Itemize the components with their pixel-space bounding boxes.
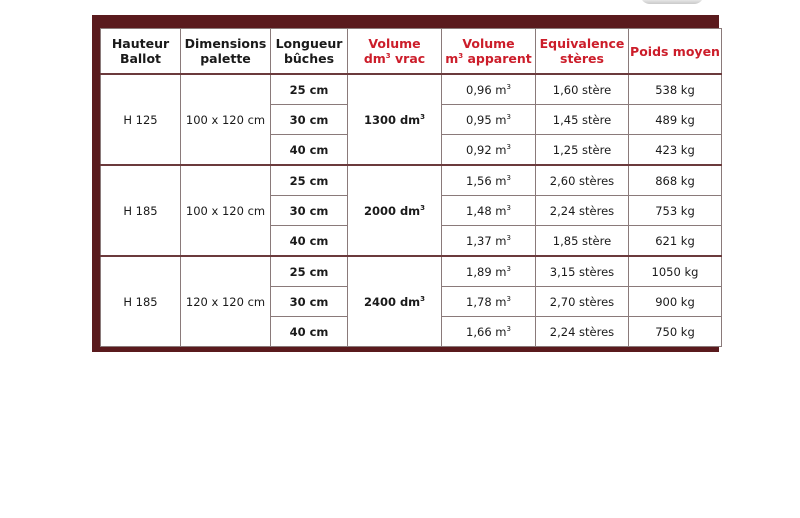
poids-cell: 750 kg xyxy=(629,317,722,347)
cube-superscript: 3 xyxy=(506,294,511,303)
volume-apparent-cell: 1,78 $m^3$ xyxy=(442,287,536,317)
dimensions-cell: 100 x 120 cm xyxy=(181,165,271,256)
poids-cell: 868 kg xyxy=(629,165,722,196)
cube-superscript: 3 xyxy=(458,52,464,60)
dimensions-cell: 120 x 120 cm xyxy=(181,256,271,347)
poids-cell: 423 kg xyxy=(629,135,722,166)
volume-apparent-cell: 1,37 $m^3$ xyxy=(442,226,536,257)
poids-cell: 1050 kg xyxy=(629,256,722,287)
volume-vrac-cell: 2000 $dm^3$ xyxy=(348,165,442,256)
steres-cell: 1,45 stère xyxy=(536,105,629,135)
poids-cell: 538 kg xyxy=(629,74,722,105)
cube-superscript: 3 xyxy=(420,203,426,212)
header-volume-apparent: Volume $m^3$ apparent xyxy=(442,29,536,75)
cube-superscript: 3 xyxy=(506,264,511,273)
header-row xyxy=(101,29,722,75)
volume-vrac-cell: 1300 $dm^3$ xyxy=(348,74,442,165)
dimensions-cell: 100 x 120 cm xyxy=(181,74,271,165)
steres-cell: 1,25 stère xyxy=(536,135,629,166)
longueur-cell: 40 cm xyxy=(271,226,348,257)
cube-superscript: 3 xyxy=(420,294,426,303)
table-row xyxy=(101,74,722,105)
hauteur-cell: H 125 xyxy=(101,74,181,165)
table-frame xyxy=(92,15,719,352)
cube-superscript: 3 xyxy=(506,324,511,333)
cube-superscript: 3 xyxy=(506,142,511,151)
header-dimensions: Dimensions palette xyxy=(181,29,271,75)
poids-cell: 900 kg xyxy=(629,287,722,317)
steres-cell: 2,60 stères xyxy=(536,165,629,196)
volume-apparent-cell: 0,95 $m^3$ xyxy=(442,105,536,135)
volume-apparent-cell: 1,66 $m^3$ xyxy=(442,317,536,347)
volume-apparent-cell: 0,96 $m^3$ xyxy=(442,74,536,105)
hauteur-cell: H 185 xyxy=(101,165,181,256)
header-longueur: Longueur bûches xyxy=(271,29,348,75)
corner-decoration xyxy=(640,0,704,4)
longueur-cell: 25 cm xyxy=(271,74,348,105)
steres-cell: 2,70 stères xyxy=(536,287,629,317)
cube-superscript: 3 xyxy=(506,82,511,91)
poids-cell: 621 kg xyxy=(629,226,722,257)
volume-apparent-cell: 1,56 $m^3$ xyxy=(442,165,536,196)
cube-superscript: 3 xyxy=(506,203,511,212)
longueur-cell: 30 cm xyxy=(271,196,348,226)
cube-superscript: 3 xyxy=(420,112,426,121)
volume-apparent-cell: 0,92 $m^3$ xyxy=(442,135,536,166)
cube-superscript: 3 xyxy=(506,233,511,242)
longueur-cell: 25 cm xyxy=(271,256,348,287)
poids-cell: 489 kg xyxy=(629,105,722,135)
cube-superscript: 3 xyxy=(385,52,391,60)
table-row xyxy=(101,256,722,287)
spec-table xyxy=(100,28,722,347)
steres-cell: 3,15 stères xyxy=(536,256,629,287)
header-equivalence: Equivalence stères xyxy=(536,29,629,75)
poids-cell: 753 kg xyxy=(629,196,722,226)
volume-apparent-cell: 1,48 $m^3$ xyxy=(442,196,536,226)
cube-superscript: 3 xyxy=(506,173,511,182)
hauteur-cell: H 185 xyxy=(101,256,181,347)
header-hauteur: Hauteur Ballot xyxy=(101,29,181,75)
longueur-cell: 30 cm xyxy=(271,287,348,317)
steres-cell: 1,85 stère xyxy=(536,226,629,257)
longueur-cell: 40 cm xyxy=(271,317,348,347)
header-volume-vrac: Volume $dm^3$ vrac xyxy=(348,29,442,75)
longueur-cell: 40 cm xyxy=(271,135,348,166)
steres-cell: 1,60 stère xyxy=(536,74,629,105)
cube-superscript: 3 xyxy=(506,112,511,121)
volume-vrac-cell: 2400 $dm^3$ xyxy=(348,256,442,347)
table-row xyxy=(101,165,722,196)
header-poids: Poids moyen xyxy=(629,29,722,75)
longueur-cell: 30 cm xyxy=(271,105,348,135)
steres-cell: 2,24 stères xyxy=(536,317,629,347)
longueur-cell: 25 cm xyxy=(271,165,348,196)
volume-apparent-cell: 1,89 $m^3$ xyxy=(442,256,536,287)
steres-cell: 2,24 stères xyxy=(536,196,629,226)
